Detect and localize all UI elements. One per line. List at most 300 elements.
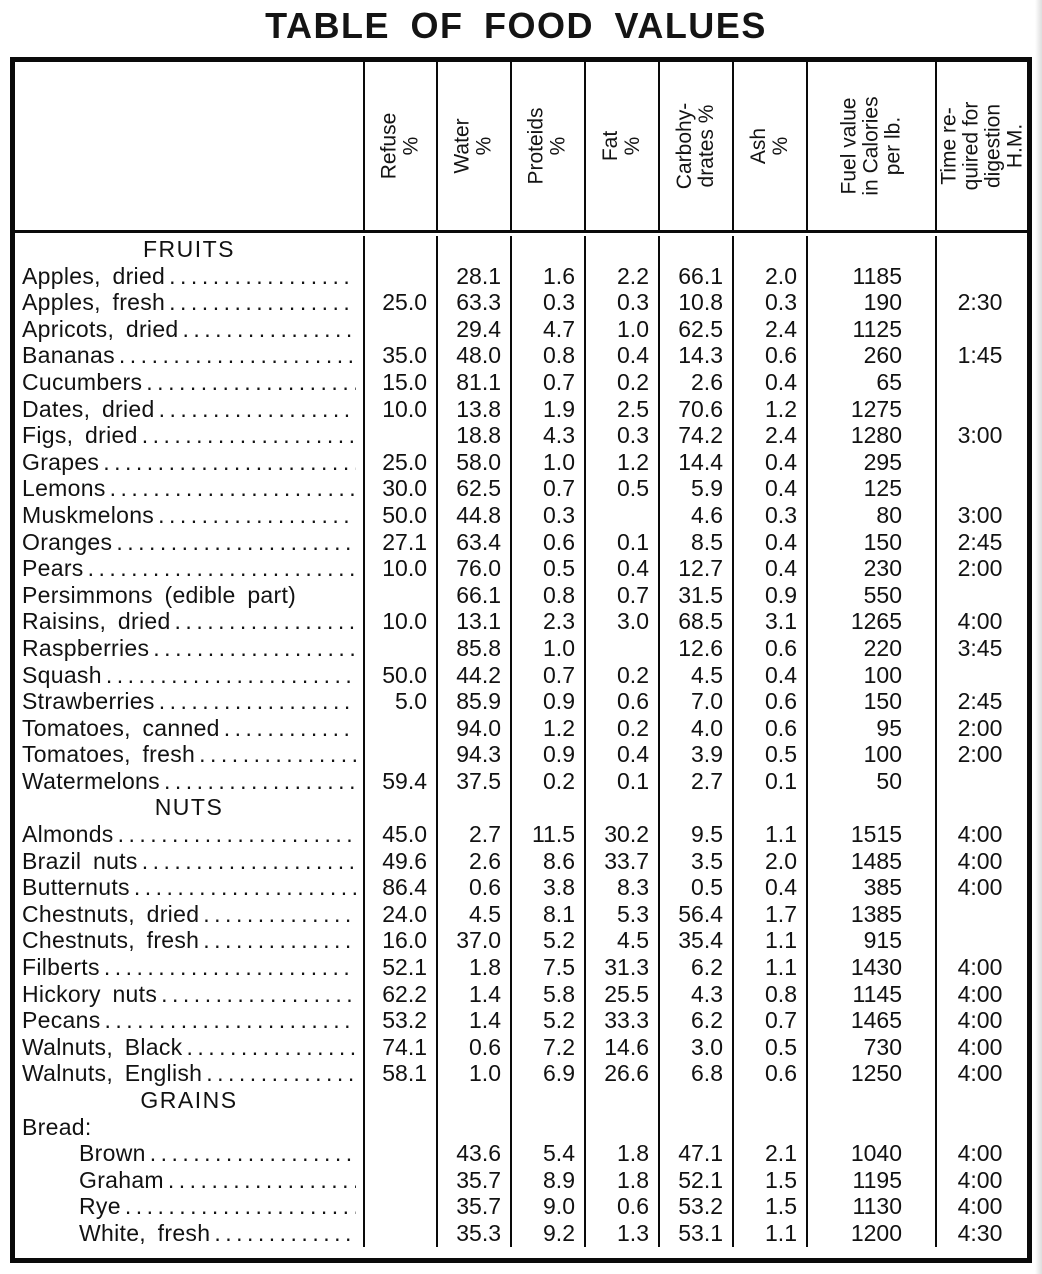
carbohydrates-value: 66.1 xyxy=(658,263,732,290)
digestion-time-value: 4:00 xyxy=(935,848,1027,875)
fat-value: 1.2 xyxy=(584,449,658,476)
fuel-value-value: 1130 xyxy=(806,1193,935,1220)
fat-value: 0.2 xyxy=(584,662,658,689)
refuse-value: 10.0 xyxy=(363,555,436,582)
fat-value: 8.3 xyxy=(584,874,658,901)
fat-value: 0.6 xyxy=(584,1193,658,1220)
table-row xyxy=(15,1140,1027,1167)
carbohydrates-value: 53.1 xyxy=(658,1220,732,1247)
fuel-value-value: 1465 xyxy=(806,1007,935,1034)
refuse-value: 74.1 xyxy=(363,1034,436,1061)
section-title-cell xyxy=(15,236,363,263)
carbohydrates-value: 6.2 xyxy=(658,954,732,981)
dot-leader xyxy=(164,768,356,795)
fuel-value-value: 65 xyxy=(806,369,935,396)
food-name: Brazil nuts xyxy=(22,847,138,874)
ash-value: 2.4 xyxy=(732,316,806,343)
proteids-value: 5.8 xyxy=(510,981,584,1008)
fat-value xyxy=(584,794,658,821)
fat-value xyxy=(584,236,658,263)
fat-value: 0.3 xyxy=(584,422,658,449)
dot-leader xyxy=(161,981,356,1008)
refuse-value: 35.0 xyxy=(363,342,436,369)
fat-value: 30.2 xyxy=(584,821,658,848)
carbohydrates-value: 6.8 xyxy=(658,1060,732,1087)
table-row xyxy=(15,821,1027,848)
fat-value xyxy=(584,1087,658,1114)
digestion-time-value xyxy=(935,316,1027,343)
digestion-time-value xyxy=(935,475,1027,502)
fat-value xyxy=(584,502,658,529)
ash-value: 0.8 xyxy=(732,981,806,1008)
fuel-value-value: 125 xyxy=(806,475,935,502)
digestion-time-value: 2:30 xyxy=(935,289,1027,316)
dot-leader xyxy=(199,741,356,768)
fuel-value-value: 730 xyxy=(806,1034,935,1061)
refuse-value xyxy=(363,1114,436,1141)
water-value: 28.1 xyxy=(436,263,510,290)
food-name: Tomatoes, canned xyxy=(22,714,220,741)
carbohydrates-value: 53.2 xyxy=(658,1193,732,1220)
fuel-value-value: 1200 xyxy=(806,1220,935,1247)
fat-value: 1.8 xyxy=(584,1167,658,1194)
proteids-value: 6.9 xyxy=(510,1060,584,1087)
fat-value: 0.6 xyxy=(584,688,658,715)
digestion-time-value: 4:00 xyxy=(935,608,1027,635)
fat-value: 0.1 xyxy=(584,768,658,795)
food-name: Bread: xyxy=(22,1113,92,1140)
ash-value: 0.3 xyxy=(732,289,806,316)
food-name-cell xyxy=(15,741,363,768)
digestion-time-value: 1:45 xyxy=(935,342,1027,369)
refuse-value xyxy=(363,1220,436,1247)
food-name: Pecans xyxy=(22,1007,101,1034)
column-header-label: Water % xyxy=(450,118,496,174)
column-header-proteids xyxy=(510,62,584,230)
food-name: Strawberries xyxy=(22,688,155,715)
fuel-value-value: 80 xyxy=(806,502,935,529)
column-header-label: Ash % xyxy=(747,127,792,165)
section-name: GRAINS xyxy=(140,1087,238,1113)
ash-value: 1.5 xyxy=(732,1193,806,1220)
column-header-label: Carbohy- drates % xyxy=(673,102,718,190)
proteids-value: 0.7 xyxy=(510,369,584,396)
digestion-time-value: 2:45 xyxy=(935,688,1027,715)
refuse-value xyxy=(363,422,436,449)
fat-value: 0.7 xyxy=(584,582,658,609)
dot-leader xyxy=(110,475,356,502)
water-value: 63.3 xyxy=(436,289,510,316)
fat-value: 1.8 xyxy=(584,1140,658,1167)
carbohydrates-value: 10.8 xyxy=(658,289,732,316)
refuse-value: 30.0 xyxy=(363,475,436,502)
fuel-value-value xyxy=(806,1087,935,1114)
table-row xyxy=(15,316,1027,343)
fuel-value-value: 1195 xyxy=(806,1167,935,1194)
digestion-time-value: 4:00 xyxy=(935,1167,1027,1194)
table-row xyxy=(15,1167,1027,1194)
digestion-time-value xyxy=(935,794,1027,821)
fuel-value-value: 95 xyxy=(806,715,935,742)
proteids-value: 1.9 xyxy=(510,396,584,423)
fuel-value-value: 385 xyxy=(806,874,935,901)
water-value: 13.1 xyxy=(436,608,510,635)
carbohydrates-value xyxy=(658,236,732,263)
column-header-fuel-value xyxy=(806,62,935,230)
proteids-value xyxy=(510,794,584,821)
dot-leader xyxy=(103,449,356,476)
table-row xyxy=(15,502,1027,529)
fuel-value-value: 1485 xyxy=(806,848,935,875)
ash-value: 0.6 xyxy=(732,688,806,715)
dot-leader xyxy=(88,555,356,582)
proteids-value xyxy=(510,236,584,263)
ash-value xyxy=(732,236,806,263)
dot-leader xyxy=(150,1140,356,1167)
proteids-value: 0.3 xyxy=(510,502,584,529)
fuel-value-value xyxy=(806,236,935,263)
water-value: 0.6 xyxy=(436,1034,510,1061)
dot-leader xyxy=(142,422,356,449)
fat-value: 4.5 xyxy=(584,927,658,954)
food-name: Lemons xyxy=(22,475,106,502)
food-name-cell xyxy=(15,475,363,502)
fuel-value-value: 1385 xyxy=(806,901,935,928)
food-name-cell xyxy=(15,901,363,928)
water-value: 66.1 xyxy=(436,582,510,609)
fuel-value-value: 220 xyxy=(806,635,935,662)
digestion-time-value: 4:30 xyxy=(935,1220,1027,1247)
section-name: FRUITS xyxy=(142,236,236,262)
food-name: Tomatoes, fresh xyxy=(22,741,196,768)
ash-value: 0.4 xyxy=(732,874,806,901)
digestion-time-value xyxy=(935,449,1027,476)
carbohydrates-value: 3.5 xyxy=(658,848,732,875)
water-value: 58.0 xyxy=(436,449,510,476)
digestion-time-value: 4:00 xyxy=(935,874,1027,901)
food-name: Almonds xyxy=(22,821,114,848)
water-value xyxy=(436,794,510,821)
food-name: Bananas xyxy=(22,342,115,369)
food-name-cell xyxy=(15,396,363,423)
carbohydrates-value xyxy=(658,1087,732,1114)
ash-value: 0.6 xyxy=(732,1060,806,1087)
column-header-digestion-time xyxy=(935,62,1027,230)
water-value: 13.8 xyxy=(436,396,510,423)
dot-leader xyxy=(203,927,356,954)
carbohydrates-value: 14.4 xyxy=(658,449,732,476)
refuse-value: 52.1 xyxy=(363,954,436,981)
fat-value: 1.0 xyxy=(584,316,658,343)
dot-leader xyxy=(119,342,356,369)
refuse-value: 15.0 xyxy=(363,369,436,396)
carbohydrates-value: 3.9 xyxy=(658,741,732,768)
fuel-value-value: 1280 xyxy=(806,422,935,449)
proteids-value: 1.6 xyxy=(510,263,584,290)
digestion-time-value: 4:00 xyxy=(935,1193,1027,1220)
digestion-time-value: 3:00 xyxy=(935,422,1027,449)
carbohydrates-value: 4.0 xyxy=(658,715,732,742)
table-row xyxy=(15,289,1027,316)
proteids-value: 5.2 xyxy=(510,1007,584,1034)
ash-value: 1.1 xyxy=(732,954,806,981)
table-row xyxy=(15,369,1027,396)
fuel-value-value: 1250 xyxy=(806,1060,935,1087)
food-name: Raspberries xyxy=(22,634,150,661)
carbohydrates-value: 70.6 xyxy=(658,396,732,423)
dot-leader xyxy=(175,608,356,635)
digestion-time-value: 4:00 xyxy=(935,1060,1027,1087)
ash-value: 1.1 xyxy=(732,821,806,848)
dot-leader xyxy=(159,396,356,423)
food-name-cell xyxy=(15,582,363,609)
refuse-value: 10.0 xyxy=(363,608,436,635)
food-name-cell xyxy=(15,502,363,529)
dot-leader xyxy=(169,289,356,316)
refuse-value: 50.0 xyxy=(363,502,436,529)
food-name-cell xyxy=(15,954,363,981)
carbohydrates-value: 12.7 xyxy=(658,555,732,582)
ash-value: 0.6 xyxy=(732,635,806,662)
food-name-cell xyxy=(15,821,363,848)
proteids-value: 0.9 xyxy=(510,688,584,715)
food-name-cell xyxy=(15,342,363,369)
table-row xyxy=(15,529,1027,556)
table-row xyxy=(15,662,1027,689)
ash-value: 0.4 xyxy=(732,529,806,556)
table-row xyxy=(15,635,1027,662)
proteids-value: 8.6 xyxy=(510,848,584,875)
column-header-water xyxy=(436,62,510,230)
fat-value xyxy=(584,1114,658,1141)
food-name: Persimmons (edible part) xyxy=(22,581,297,608)
dot-leader xyxy=(116,529,356,556)
food-name: Butternuts xyxy=(22,874,130,901)
food-name-cell xyxy=(15,874,363,901)
carbohydrates-value: 52.1 xyxy=(658,1167,732,1194)
table-row xyxy=(15,688,1027,715)
water-value: 44.2 xyxy=(436,662,510,689)
proteids-value: 5.2 xyxy=(510,927,584,954)
proteids-value: 11.5 xyxy=(510,821,584,848)
column-header-carbohydrates xyxy=(658,62,732,230)
carbohydrates-value: 12.6 xyxy=(658,635,732,662)
carbohydrates-value: 2.7 xyxy=(658,768,732,795)
water-value: 2.7 xyxy=(436,821,510,848)
fuel-value-value: 1145 xyxy=(806,981,935,1008)
ash-value: 0.1 xyxy=(732,768,806,795)
food-values-table xyxy=(10,57,1032,1263)
carbohydrates-value: 7.0 xyxy=(658,688,732,715)
proteids-value: 0.9 xyxy=(510,741,584,768)
proteids-value: 8.1 xyxy=(510,901,584,928)
fat-value xyxy=(584,635,658,662)
food-name: Apples, dried xyxy=(22,262,166,289)
dot-leader xyxy=(214,1220,356,1247)
food-name-cell xyxy=(15,608,363,635)
refuse-value xyxy=(363,1140,436,1167)
water-value: 85.8 xyxy=(436,635,510,662)
digestion-time-value xyxy=(935,263,1027,290)
fuel-value-value: 150 xyxy=(806,688,935,715)
water-value: 48.0 xyxy=(436,342,510,369)
carbohydrates-value: 5.9 xyxy=(658,475,732,502)
refuse-value: 25.0 xyxy=(363,289,436,316)
fuel-value-value: 1265 xyxy=(806,608,935,635)
table-row xyxy=(15,741,1027,768)
dot-leader xyxy=(186,1034,356,1061)
dot-leader xyxy=(169,263,356,290)
proteids-value: 0.6 xyxy=(510,529,584,556)
fuel-value-value xyxy=(806,794,935,821)
section-name: NUTS xyxy=(154,794,224,821)
dot-leader xyxy=(158,502,356,529)
refuse-value: 16.0 xyxy=(363,927,436,954)
ash-value xyxy=(732,1114,806,1141)
table-row xyxy=(15,927,1027,954)
food-name: Hickory nuts xyxy=(22,980,158,1007)
water-value: 43.6 xyxy=(436,1140,510,1167)
food-name-cell xyxy=(15,927,363,954)
food-name: Rye xyxy=(79,1193,121,1220)
carbohydrates-value: 3.0 xyxy=(658,1034,732,1061)
column-header-ash xyxy=(732,62,806,230)
dot-leader xyxy=(203,901,356,928)
digestion-time-value xyxy=(935,1114,1027,1141)
ash-value: 0.4 xyxy=(732,449,806,476)
refuse-value: 24.0 xyxy=(363,901,436,928)
ash-value: 0.4 xyxy=(732,555,806,582)
table-row xyxy=(15,422,1027,449)
carbohydrates-value xyxy=(658,1114,732,1141)
proteids-value xyxy=(510,1087,584,1114)
section-header-row xyxy=(15,1087,1027,1114)
refuse-value: 86.4 xyxy=(363,874,436,901)
water-value: 37.5 xyxy=(436,768,510,795)
carbohydrates-value: 56.4 xyxy=(658,901,732,928)
table-row xyxy=(15,874,1027,901)
section-title-cell xyxy=(15,1087,363,1114)
table-row xyxy=(15,449,1027,476)
dot-leader xyxy=(104,954,356,981)
fuel-value-value: 1275 xyxy=(806,396,935,423)
water-value: 2.6 xyxy=(436,848,510,875)
digestion-time-value xyxy=(935,927,1027,954)
fat-value: 3.0 xyxy=(584,608,658,635)
food-name-cell xyxy=(15,263,363,290)
fat-value: 0.1 xyxy=(584,529,658,556)
fat-value: 0.2 xyxy=(584,369,658,396)
section-header-row xyxy=(15,794,1027,821)
table-header-row xyxy=(15,62,1027,233)
food-name-cell xyxy=(15,529,363,556)
ash-value: 0.3 xyxy=(732,502,806,529)
ash-value: 0.7 xyxy=(732,1007,806,1034)
food-name: Raisins, dried xyxy=(22,608,171,635)
carbohydrates-value: 68.5 xyxy=(658,608,732,635)
water-value: 76.0 xyxy=(436,555,510,582)
proteids-value: 7.5 xyxy=(510,954,584,981)
digestion-time-value: 4:00 xyxy=(935,821,1027,848)
refuse-value: 59.4 xyxy=(363,768,436,795)
ash-value: 3.1 xyxy=(732,608,806,635)
digestion-time-value: 3:45 xyxy=(935,635,1027,662)
water-value: 94.0 xyxy=(436,715,510,742)
digestion-time-value: 4:00 xyxy=(935,1140,1027,1167)
proteids-value: 0.7 xyxy=(510,662,584,689)
proteids-value: 4.3 xyxy=(510,422,584,449)
water-value: 29.4 xyxy=(436,316,510,343)
refuse-value xyxy=(363,316,436,343)
ash-value: 0.6 xyxy=(732,715,806,742)
table-row xyxy=(15,1193,1027,1220)
carbohydrates-value: 8.5 xyxy=(658,529,732,556)
ash-value: 1.1 xyxy=(732,1220,806,1247)
food-name-cell xyxy=(15,1060,363,1087)
proteids-value: 0.7 xyxy=(510,475,584,502)
proteids-value: 0.2 xyxy=(510,768,584,795)
dot-leader xyxy=(153,635,356,662)
dot-leader xyxy=(105,1007,356,1034)
table-row xyxy=(15,608,1027,635)
proteids-value: 0.8 xyxy=(510,342,584,369)
fuel-value-value: 1125 xyxy=(806,316,935,343)
proteids-value: 2.3 xyxy=(510,608,584,635)
water-value: 4.5 xyxy=(436,901,510,928)
carbohydrates-value: 31.5 xyxy=(658,582,732,609)
table-row xyxy=(15,1060,1027,1087)
ash-value: 0.4 xyxy=(732,369,806,396)
food-name-cell xyxy=(15,715,363,742)
table-body xyxy=(15,233,1027,1255)
food-name: Apricots, dried xyxy=(22,315,179,342)
water-value: 35.7 xyxy=(436,1193,510,1220)
ash-value: 0.5 xyxy=(732,741,806,768)
table-row xyxy=(15,1114,1027,1141)
food-name-cell xyxy=(15,981,363,1008)
carbohydrates-value: 6.2 xyxy=(658,1007,732,1034)
ash-value: 1.2 xyxy=(732,396,806,423)
dot-leader xyxy=(224,715,356,742)
proteids-value: 8.9 xyxy=(510,1167,584,1194)
carbohydrates-value: 4.6 xyxy=(658,502,732,529)
dot-leader xyxy=(142,848,356,875)
digestion-time-value xyxy=(935,369,1027,396)
food-name-cell xyxy=(15,1140,363,1167)
dot-leader xyxy=(106,662,356,689)
refuse-value: 10.0 xyxy=(363,396,436,423)
food-name: Cucumbers xyxy=(22,368,143,395)
food-name-cell xyxy=(15,369,363,396)
carbohydrates-value: 74.2 xyxy=(658,422,732,449)
water-value: 1.0 xyxy=(436,1060,510,1087)
water-value: 62.5 xyxy=(436,475,510,502)
column-header-label: Fuel value in Calories per lb. xyxy=(837,96,905,196)
food-name: Graham xyxy=(79,1166,164,1193)
carbohydrates-value: 2.6 xyxy=(658,369,732,396)
table-row xyxy=(15,954,1027,981)
food-name-cell xyxy=(15,662,363,689)
table-row xyxy=(15,1220,1027,1247)
scan-edge-artifact xyxy=(1035,0,1042,1274)
food-name: Watermelons xyxy=(22,767,160,794)
dot-leader xyxy=(146,369,356,396)
table-row xyxy=(15,555,1027,582)
water-value: 37.0 xyxy=(436,927,510,954)
refuse-value: 50.0 xyxy=(363,662,436,689)
fat-value: 33.7 xyxy=(584,848,658,875)
fat-value: 31.3 xyxy=(584,954,658,981)
